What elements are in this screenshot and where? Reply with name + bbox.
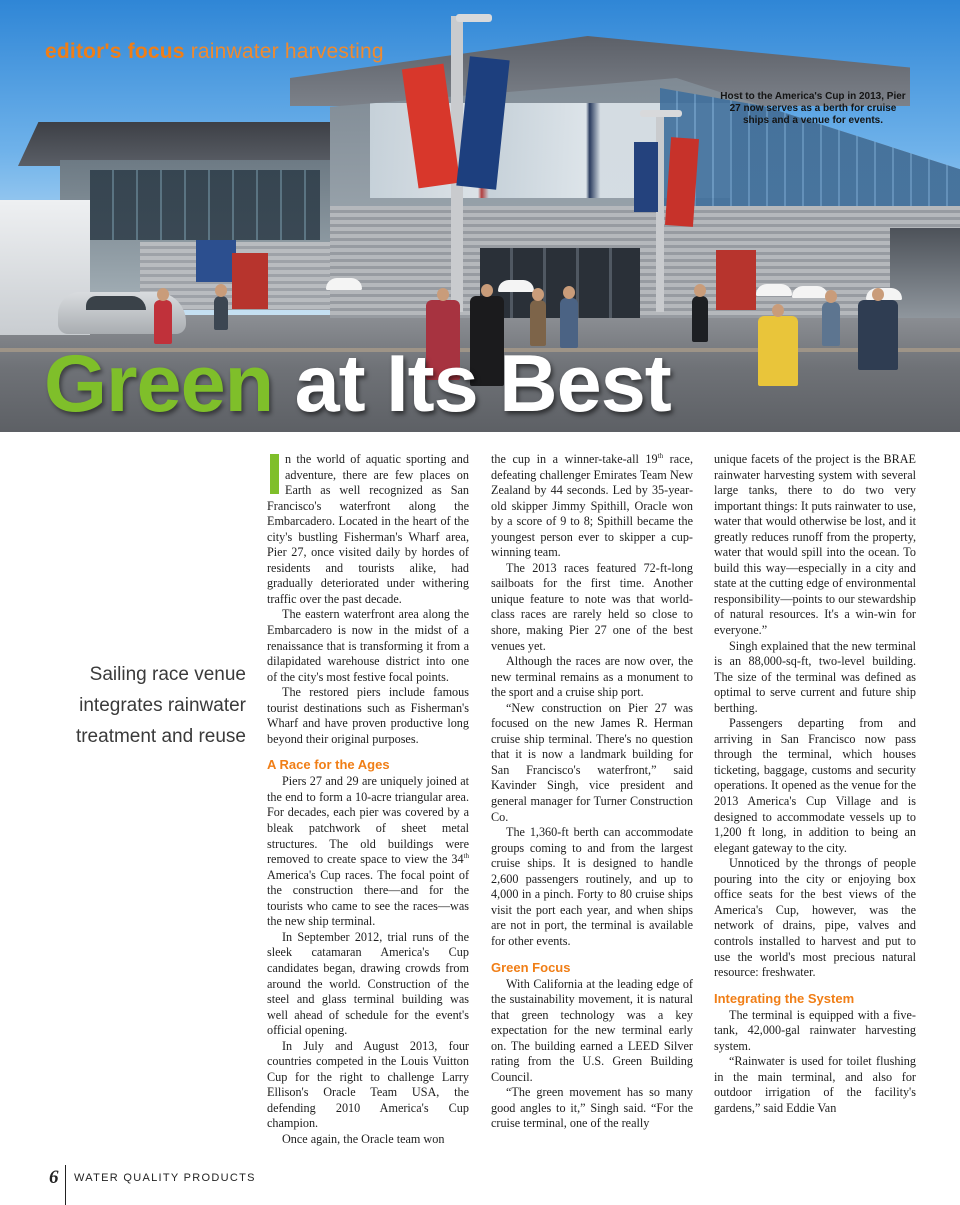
section-label-strong: editor's focus (45, 40, 185, 63)
left-building (60, 160, 340, 310)
pedestrian (214, 296, 228, 330)
section-label-topic: rainwater harvesting (190, 40, 384, 63)
paragraph: The 2013 races featured 72-ft-long sailboats for the first time. Another unique feature to note was that world-class races are rarely held so close to shore, making Pier 27 one of the best venues yet. (491, 560, 693, 653)
subhead-integrating-system: Integrating the System (714, 990, 855, 1006)
pedestrian (692, 296, 708, 342)
paragraph: The restored piers include famous tourist destinations such as Fisherman's Wharf and have proven productive long beyond their original purposes. (267, 685, 469, 746)
publication-name: WATER QUALITY PRODUCTS (74, 1172, 256, 1184)
subhead-green-focus: Green Focus (491, 959, 571, 975)
paragraph: Once again, the Oracle team won (282, 1131, 445, 1146)
paragraph: n the world of aquatic sporting and adventure, there are few places on Earth as well recognized as San Francisco's waterfront along the Embarcadero. Located in the heart of the city's bustling Fisherman's Wharf area, Pier 27, once visited daily by hordes of residents and tourists alike, had gradually deteriorated under withering traffic over the past decade. (267, 452, 469, 606)
paragraph: Piers 27 and 29 are uniquely joined at the end to form a 10-acre triangular area. For decades, each pier was covered by a bleak patchwork of sheet metal structures. The old buildings were removed to create space to view the 34th America's Cup races. The focal point of the construction there—and for the tourists who came to see the races—was the new ship terminal. (267, 774, 469, 929)
pedestrian (858, 300, 898, 370)
paragraph: the cup in a winner-take-all 19th race, defeating challenger Emirates Team New Zealand by 44 seconds. Led by 35-year-old skipper Jimmy Spithill, Oracle won by a score of 9 to 8; Spithill became the youngest person ever to skipper a cup-winning team. (491, 451, 693, 560)
pier-number-sign (196, 240, 236, 282)
paragraph: In July and August 2013, four countries competed in the Louis Vuitton Cup for the right to challenge Larry Ellison's Oracle Team USA, the defending 2010 America's Cup champion. (267, 1038, 469, 1131)
paragraph: With California at the leading edge of the sustainability movement, it is natural that green technology was a key expectation for the new terminal early on. The building earned a LEED Silver rating from the U.S. Green Building Council. (491, 976, 693, 1084)
paragraph: Although the races are now over, the new terminal remains as a monument to the sport and a cruise ship port. (491, 654, 693, 700)
section-label (45, 40, 384, 64)
hero-photo (0, 0, 960, 432)
pedestrian (758, 316, 798, 386)
title-rest: at Its Best (294, 339, 671, 429)
footer-divider (65, 1165, 66, 1205)
paragraph: The 1,360-ft berth can accommodate groups coming to and from the largest cruise ships. It is designed to handle 2,600 passengers routinely, and up to 4,000 in a pinch. Forty to 80 cruise ships visit the port each year, and when ships are not in port, the terminal is available for other events. (491, 825, 693, 948)
sports-bar-sign (716, 250, 756, 310)
paragraph: The eastern waterfront area along the Embarcadero is now in the midst of a renaissance that is transforming it from a dilapidated warehouse district into one of the city's most festive focal points. (267, 607, 469, 684)
paragraph: The terminal is equipped with a five-tank, 42,000-gal rainwater harvesting system. (714, 1007, 916, 1053)
paragraph: “New construction on Pier 27 was focused on the new James R. Herman cruise ship terminal. There's no question that it is now a landmark building for San Francisco's waterfront,” said Kavinder Singh, vice president and general manager for Turner Construction Co. (491, 700, 693, 824)
pedestrian (822, 302, 840, 346)
title-green-word: Green (44, 339, 274, 429)
drop-cap (270, 454, 279, 494)
article-deck: Sailing race venue integrates rainwater treatment and reuse (75, 664, 246, 747)
paragraph: Singh explained that the new terminal is an 88,000-sq-ft, two-level building. The size of the terminal was defined as optimal to serve current and future ship berthing. (714, 638, 916, 715)
photo-caption: Host to the America's Cup in 2013, Pier 27 now serves as a berth for cruise ships and a venue for events. (720, 91, 906, 126)
paragraph: In September 2012, trial runs of the sleek catamaran America's Cup candidates began, drawing crowds from around the world. Construction of the steel and glass terminal building was well ahead of schedule for the event's official opening. (267, 929, 469, 1038)
text-column-3 (714, 452, 916, 1116)
event-banner (634, 142, 658, 212)
paragraph: unique facets of the project is the BRAE rainwater harvesting system with several large tanks, there to do two very important things: It puts rainwater to use, water that would otherwise be lost, and it greatly reduces runoff from the property, water that would spill into the ocean. To build this way—especially in a city and state at the cutting edge of environmental responsibility—points to our stewardship of natural resources. It's a win-win for everyone.” (714, 452, 916, 638)
sports-bar-sign (232, 253, 268, 309)
subhead-race: A Race for the Ages (267, 757, 390, 773)
pedestrian (154, 300, 172, 344)
text-column-2 (491, 452, 693, 1132)
paragraph: “The green movement has so many good angles to it,” Singh said. “For the cruise terminal, one of the really (491, 1085, 693, 1131)
page-number: 6 (49, 1167, 59, 1188)
paragraph: Unnoticed by the throngs of people pouring into the city or enjoying box office seats for the best views of the America's Cup, however, was the network of drains, pipe, valves and controls installed to harvest and put to use the world's most precious natural resource: freshwater. (714, 856, 916, 980)
article-title (44, 339, 671, 429)
text-column-1 (267, 452, 469, 1148)
paragraph: “Rainwater is used for toilet flushing in the main terminal, and also for outdoor irrigation of the facility's gardens,” said Eddie Van (714, 1054, 916, 1115)
paragraph: Passengers departing from and arriving in San Francisco now pass through the terminal, which houses ticketing, baggage, customs and security operations. It opened as the venue for the 2013 America's Cup Village and is designed to accommodate vessels up to 1,200 ft long, in addition to being an elegant gateway to the city. (714, 716, 916, 855)
